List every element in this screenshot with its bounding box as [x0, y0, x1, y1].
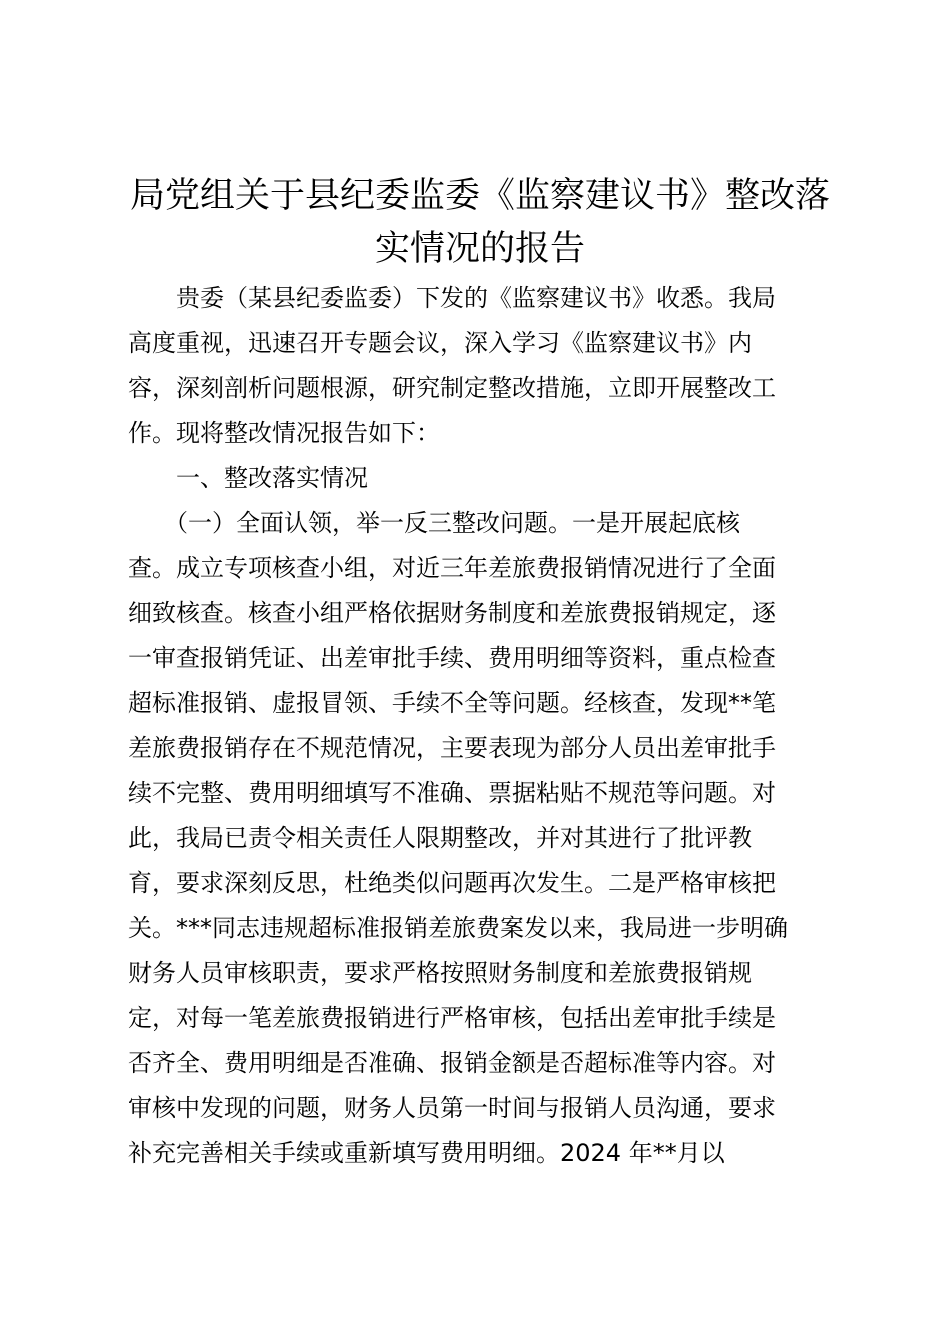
paragraph-line: 育，要求深刻反思，杜绝类似问题再次发生。二是严格审核把	[128, 869, 776, 897]
paragraph-line: 否齐全、费用明细是否准确、报销金额是否超标准等内容。对	[128, 1049, 776, 1077]
paragraph-line: 超标准报销、虚报冒领、手续不全等问题。经核查，发现**笔	[128, 689, 776, 717]
paragraph-line: 查。成立专项核查小组，对近三年差旅费报销情况进行了全面	[128, 554, 776, 582]
paragraph-line: 财务人员审核职责，要求严格按照财务制度和差旅费报销规	[128, 959, 752, 987]
paragraph-line: （一）全面认领，举一反三整改问题。一是开展起底核	[128, 509, 740, 537]
paragraph-line: 关。***同志违规超标准报销差旅费案发以来，我局进一步明确	[128, 914, 788, 942]
paragraph-line: 此，我局已责令相关责任人限期整改，并对其进行了批评教	[128, 824, 752, 852]
paragraph-line: 容，深刻剖析问题根源，研究制定整改措施，立即开展整改工	[128, 374, 776, 402]
paragraph-line: 一审查报销凭证、出差审批手续、费用明细等资料，重点检查	[128, 644, 776, 672]
paragraph-line: 补充完善相关手续或重新填写费用明细。2024 年**月以	[128, 1139, 725, 1167]
paragraph-line: 贵委（某县纪委监委）下发的《监察建议书》收悉。我局	[128, 284, 776, 312]
paragraph-line: 作。现将整改情况报告如下：	[128, 419, 440, 447]
paragraph-line: 高度重视，迅速召开专题会议，深入学习《监察建议书》内	[128, 329, 752, 357]
paragraph-line: 审核中发现的问题，财务人员第一时间与报销人员沟通，要求	[128, 1094, 776, 1122]
document-title-line-1: 局党组关于县纪委监委《监察建议书》整改落	[129, 176, 830, 216]
paragraph-line: 细致核查。核查小组严格依据财务制度和差旅费报销规定，逐	[128, 599, 776, 627]
paragraph-line: 定，对每一笔差旅费报销进行严格审核，包括出差审批手续是	[128, 1004, 776, 1032]
paragraph-line: 续不完整、费用明细填写不准确、票据粘贴不规范等问题。对	[128, 779, 776, 807]
section-heading: 一、整改落实情况	[128, 464, 368, 492]
paragraph-line: 差旅费报销存在不规范情况，主要表现为部分人员出差审批手	[128, 734, 776, 762]
document-title-line-2: 实情况的报告	[374, 229, 585, 269]
